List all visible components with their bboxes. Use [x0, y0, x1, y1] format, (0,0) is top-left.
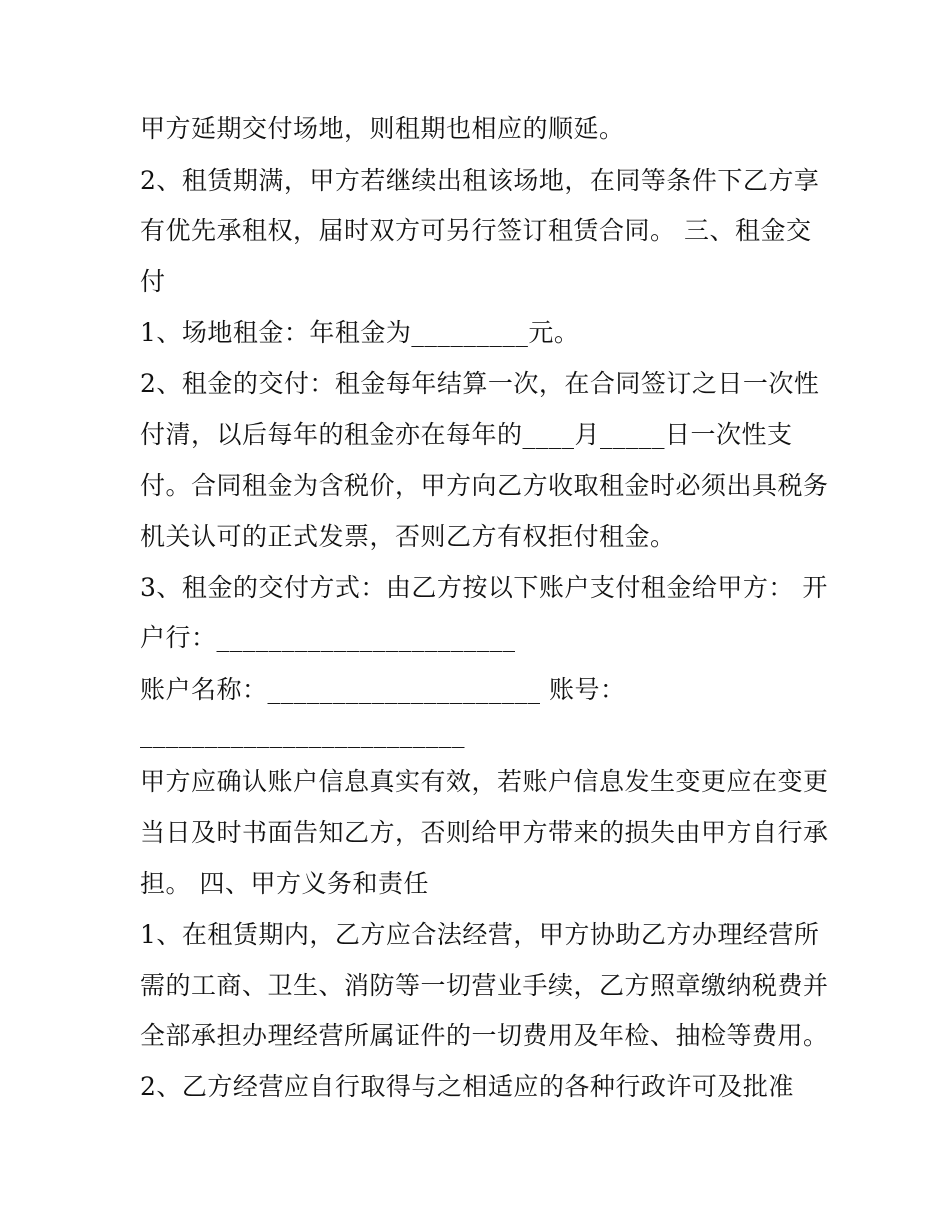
text-line: _________________________: [140, 719, 465, 748]
text-line: 甲方延期交付场地，则租期也相应的顺延。: [140, 114, 625, 143]
text-line: 有优先承租权，届时双方可另行签订租赁合同。 三、租金交: [140, 216, 812, 245]
text-line: 2、租金的交付：租金每年结算一次，在合同签订之日一次性: [140, 369, 820, 398]
text-line: 付。合同租金为含税价，甲方向乙方收取租金时必须出具税务: [140, 471, 829, 500]
text-line: 付: [140, 267, 166, 296]
text-line: 甲方应确认账户信息真实有效，若账户信息发生变更应在变更: [140, 767, 829, 796]
text-line: 担。 四、甲方义务和责任: [140, 869, 429, 898]
text-line: 1、场地租金：年租金为_________元。: [140, 318, 580, 347]
text-line: 2、乙方经营应自行取得与之相适应的各种行政许可及批准: [140, 1072, 794, 1101]
text-line: 全部承担办理经营所属证件的一切费用及年检、抽检等费用。: [140, 1021, 829, 1050]
text-line: 1、在租赁期内，乙方应合法经营，甲方协助乙方办理经营所: [140, 920, 820, 949]
text-line: 当日及时书面告知乙方，否则给甲方带来的损失由甲方自行承: [140, 818, 829, 847]
text-line: 账户名称：_____________________ 账号：: [140, 675, 626, 704]
text-line: 户行：_______________________: [140, 623, 516, 652]
text-line: 3、租金的交付方式：由乙方按以下账户支付租金给甲方： 开: [140, 573, 828, 602]
text-line: 2、租赁期满，甲方若继续出租该场地，在同等条件下乙方享: [140, 166, 820, 195]
text-line: 机关认可的正式发票，否则乙方有权拒付租金。: [140, 522, 676, 551]
text-line: 付清，以后每年的租金亦在每年的____月_____日一次性支: [140, 420, 793, 449]
text-line: 需的工商、卫生、消防等一切营业手续，乙方照章缴纳税费并: [140, 971, 829, 1000]
